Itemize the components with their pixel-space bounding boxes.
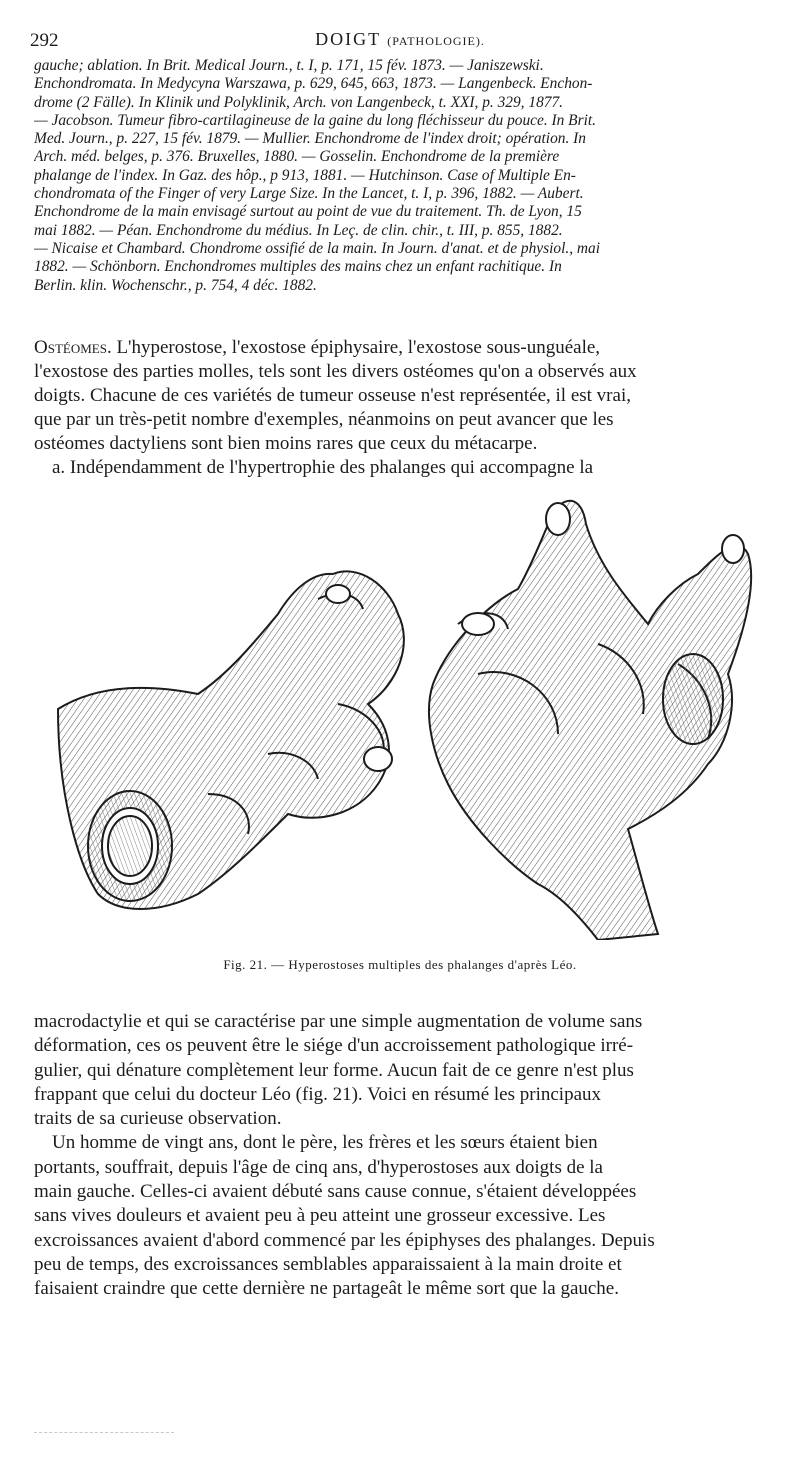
- footer-rule: [34, 1432, 174, 1433]
- section-line: ostéomes dactyliens sont bien moins rares que ceux du métacarpe.: [34, 433, 538, 454]
- bibliography-line: Med. Journ., p. 227, 15 fév. 1879. — Mullier. Enchondrome de l'index droit; opération. In: [34, 130, 586, 148]
- page-number: 292: [30, 30, 59, 51]
- body-line: sans vives douleurs et avaient peu à peu atteint une grosseur excessive. Les: [34, 1205, 606, 1227]
- bibliography-line: chondromata of the Finger of very Large Size. In the Lancet, t. I, p. 396, 1882. — Aubert.: [34, 185, 584, 203]
- right-hand-drawing: [429, 501, 751, 940]
- bibliography-line: Berlin. klin. Wochenschr., p. 754, 4 déc. 1882.: [34, 276, 317, 294]
- body-line: Un homme de vingt ans, dont le père, les frères et les sœurs étaient bien: [52, 1132, 598, 1154]
- bibliography-line: drome (2 Fälle). In Klinik und Polyklinik, Arch. von Langenbeck, t. XXI, p. 329, 1877.: [34, 93, 564, 111]
- bibliography-block: [34, 57, 768, 295]
- body-line: excroissances avaient d'abord commencé par les épiphyses des phalanges. Depuis: [34, 1229, 655, 1251]
- body-text-block: [34, 1010, 769, 1302]
- body-line: frappant que celui du docteur Léo (fig. 21). Voici en résumé les principaux: [34, 1083, 602, 1105]
- section-line: doigts. Chacune de ces variétés de tumeur osseuse n'est représentée, il est vrai,: [34, 385, 631, 406]
- body-line: main gauche. Celles-ci avaient débuté sans cause connue, s'étaient développées: [34, 1181, 637, 1203]
- figure-21-illustration: [38, 494, 766, 940]
- bibliography-line: gauche; ablation. In Brit. Medical Journ., t. I, p. 171, 15 fév. 1873. — Janiszewski.: [34, 57, 544, 74]
- body-line: traits de sa curieuse observation.: [34, 1108, 282, 1130]
- running-subtitle: (PATHOLOGIE).: [387, 34, 485, 48]
- hands-engraving: [38, 494, 766, 940]
- body-line: portants, souffrait, depuis l'âge de cinq ans, d'hyperostoses aux doigts de la: [34, 1156, 603, 1178]
- bibliography-line: Enchondromata. In Medycyna Warszawa, p. 629, 645, 663, 1873. — Langenbeck. Enchon-: [34, 75, 593, 93]
- running-head: [0, 29, 800, 50]
- section-line: l'exostose des parties molles, tels sont les divers ostéomes qu'on a observés aux: [34, 361, 637, 382]
- left-hand-drawing: [58, 571, 404, 909]
- bibliography-line: Enchondrome de la main envisagé surtout au point de vue du traitement. Th. de Lyon, 15: [34, 203, 582, 221]
- body-line: faisaient craindre que cette dernière ne partageât le même sort que la gauche.: [34, 1278, 619, 1300]
- bibliography-line: phalange de l'index. In Gaz. des hôp., p 913, 1881. — Hutchinson. Case of Multiple En-: [34, 166, 576, 184]
- bibliography-line: — Jacobson. Tumeur fibro-cartilagineuse de la gaine du long fléchisseur du pouce. In Brit.: [34, 111, 596, 129]
- figure-caption: Fig. 21. — Hyperostoses multiples des phalanges d'après Léo.: [223, 957, 577, 972]
- section-line: L'hyperostose, l'exostose épiphysaire, l'exostose sous-unguéale,: [111, 337, 601, 358]
- bibliography-line: mai 1882. — Péan. Enchondrome du médius. In Leç. de clin. chir., t. III, p. 855, 1882.: [34, 221, 563, 239]
- body-line: gulier, qui dénature complètement leur forme. Aucun fait de ce genre n'est plus: [34, 1059, 634, 1081]
- bibliography-line: 1882. — Schönborn. Enchondromes multiples des mains chez un enfant rachitique. In: [34, 258, 562, 276]
- bibliography-line: Arch. méd. belges, p. 376. Bruxelles, 1880. — Gosselin. Enchondrome de la première: [34, 148, 560, 166]
- section-line: a. Indépendamment de l'hypertrophie des phalanges qui accompagne la: [52, 457, 594, 478]
- text-line: [34, 336, 769, 360]
- section-heading: Ostéomes.: [34, 337, 112, 358]
- section-line: que par un très-petit nombre d'exemples, néanmoins on peut avancer que les: [34, 409, 614, 430]
- body-line: peu de temps, des excroissances semblables apparaissaient à la main droite et: [34, 1253, 622, 1275]
- bibliography-line: — Nicaise et Chambard. Chondrome ossifié de la main. In Journ. d'anat. et de physiol., mai: [34, 239, 601, 257]
- body-line: macrodactylie et qui se caractérise par une simple augmentation de volume sans: [34, 1011, 643, 1032]
- running-title: DOIGT: [315, 29, 381, 49]
- osteomes-section: [34, 336, 769, 480]
- body-line: déformation, ces os peuvent être le siége d'un accroissement pathologique irré-: [34, 1035, 634, 1057]
